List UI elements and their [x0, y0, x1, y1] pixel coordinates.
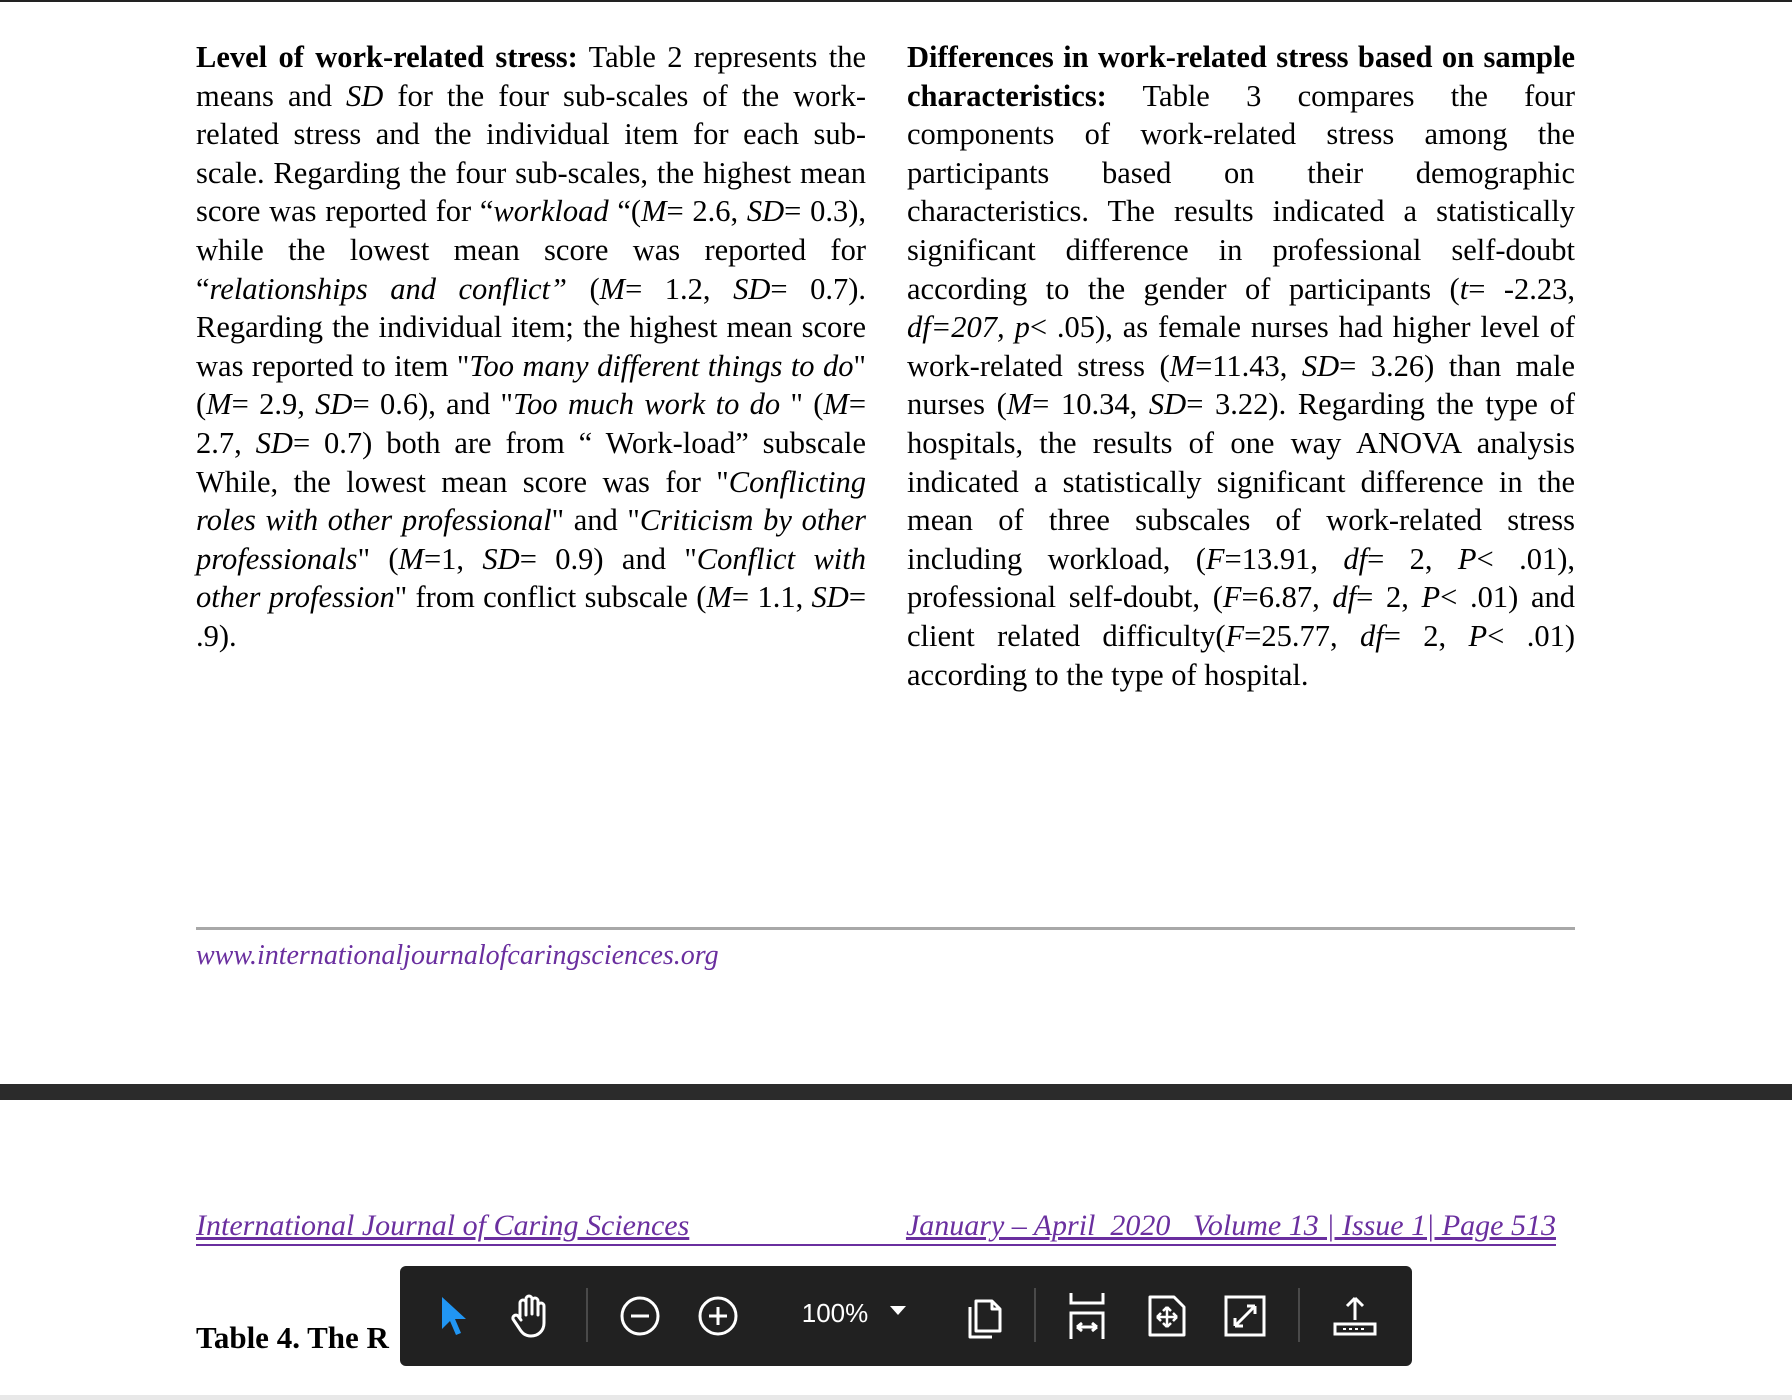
italic-text-run: SD — [1301, 348, 1340, 383]
right-column-paragraph — [907, 38, 1575, 694]
italic-text-run: Too many different things to do — [469, 348, 854, 383]
text-run: = 3.22). Regarding the type of hospitals, the results of one way ANOVA analysis indicated a statistically significant difference in the mean of three subscales of work-related stress including workload, ( — [907, 387, 1575, 576]
running-header — [196, 1206, 1556, 1246]
text-run: ( — [566, 271, 600, 306]
text-run: =6.87, — [1241, 580, 1333, 615]
footer-divider — [196, 927, 1575, 930]
toolbar-separator — [586, 1288, 588, 1342]
text-run: < .05), as female nurses had higher level of work-related stress ( — [907, 310, 1575, 383]
text-run: = 0.7) both are from “ Work-load” subscale While, the lowest mean score was for " — [196, 425, 866, 499]
italic-text-run: SD — [811, 580, 849, 615]
italic-text-run: F — [1225, 618, 1245, 653]
hand-pan-icon[interactable] — [505, 1291, 555, 1341]
italic-text-run: df — [1332, 580, 1357, 615]
text-run: for the four sub-scales of the work-related stress and the individual item for each sub-scale. Regarding the four sub-scales, the highest mean score was reported for “ — [196, 78, 866, 229]
text-run: = 2.9, — [231, 387, 316, 422]
text-run: = -2.23, — [1468, 271, 1576, 306]
text-run: < .01), professional self-doubt, ( — [907, 541, 1575, 615]
right-column-body — [907, 79, 1575, 692]
italic-text-run: P — [1457, 541, 1477, 576]
italic-text-run: M — [706, 580, 732, 615]
zoom-in-icon[interactable] — [693, 1291, 743, 1341]
text-run: = 1.1, — [731, 580, 812, 615]
text-run: = 2.6, — [666, 194, 747, 229]
italic-text-run: SD — [1148, 387, 1187, 422]
italic-text-run: M — [1006, 387, 1033, 422]
page-break — [0, 1084, 1792, 1100]
journal-name[interactable]: International Journal of Caring Sciences — [196, 1209, 690, 1242]
text-run: =1, — [423, 541, 483, 576]
text-run: = .9). — [196, 580, 867, 653]
italic-text-run: SD — [733, 271, 771, 306]
text-run: = 2, — [1383, 618, 1469, 653]
text-run: = 0.3), while the lowest mean score was reported for “ — [196, 194, 867, 306]
italic-text-run: Conflict with other profession — [196, 541, 866, 615]
text-run: = 2, — [1367, 541, 1458, 576]
table-caption: Table 4. The R — [196, 1320, 389, 1355]
italic-text-run: workload — [493, 194, 609, 229]
toolbar-separator — [1298, 1288, 1300, 1342]
text-run: = 0.6), and " — [352, 387, 513, 422]
text-run: = 2.7, — [196, 387, 867, 460]
italic-text-run: Too much work to do — [512, 387, 781, 422]
text-run: =13.91, — [1224, 541, 1344, 576]
toolbar-separator — [1034, 1288, 1036, 1342]
left-column-paragraph — [196, 38, 866, 656]
chevron-down-icon[interactable] — [890, 1306, 906, 1315]
text-run: " ( — [196, 348, 866, 422]
text-run: " from conflict subscale ( — [394, 580, 707, 615]
text-run: =11.43, — [1195, 348, 1302, 383]
text-run: " ( — [357, 541, 399, 576]
journal-url[interactable]: www.internationaljournalofcaringsciences.org — [196, 940, 719, 971]
left-column-heading: Level of work-related stress: — [196, 40, 578, 74]
zoom-level[interactable]: 100% — [801, 1298, 869, 1328]
text-run: " ( — [780, 387, 824, 422]
italic-text-run: P — [1468, 618, 1488, 653]
italic-text-run: Criticism by other professionals — [196, 503, 866, 576]
share-upload-icon[interactable] — [1330, 1291, 1380, 1341]
text-run: = 0.9) and " — [519, 541, 697, 576]
italic-text-run: Conflicting roles with other professional — [196, 464, 866, 538]
italic-text-run: M — [398, 541, 424, 576]
text-run: " and " — [551, 503, 640, 538]
text-run: “( — [608, 194, 642, 229]
italic-text-run: M — [641, 194, 667, 229]
viewer-bottom-edge — [0, 1395, 1792, 1400]
issue-info[interactable]: January – April 2020 Volume 13 | Issue 1| Page 513 — [905, 1209, 1556, 1242]
italic-text-run: SD — [346, 78, 384, 113]
zoom-out-icon[interactable] — [615, 1291, 665, 1341]
text-run: Table 2 represents the means and — [196, 40, 866, 113]
text-run: = 10.34, — [1032, 387, 1149, 422]
italic-text-run: SD — [746, 194, 785, 229]
text-run: = 1.2, — [625, 271, 734, 306]
left-column-body — [196, 40, 866, 653]
text-run: < .01) and client related difficulty( — [907, 580, 1576, 653]
text-run: Table 3 compares the four components of work-related stress among the participants based on their demographic characteristics. The results indicated a statistically significant difference in professional self-doubt according to the gender of participants ( — [907, 78, 1575, 306]
italic-text-run: SD — [255, 425, 293, 460]
italic-text-run: M — [1169, 348, 1196, 383]
fit-width-icon[interactable] — [1062, 1291, 1112, 1341]
italic-text-run: SD — [315, 387, 353, 422]
fit-page-icon[interactable] — [1142, 1291, 1192, 1341]
text-run: = 0.7). Regarding the individual item; the highest mean score was reported to item " — [196, 271, 866, 383]
italic-text-run: M — [823, 387, 849, 422]
page-top-border — [0, 0, 1792, 2]
italic-text-run: SD — [482, 541, 520, 576]
italic-text-run: df=207, p — [907, 310, 1030, 345]
italic-text-run: M — [599, 271, 626, 306]
italic-text-run: relationships and conflict” — [209, 271, 567, 306]
italic-text-run: F — [1205, 541, 1225, 576]
italic-text-run: M — [206, 387, 232, 422]
viewer-toolbar — [400, 1266, 1412, 1366]
italic-text-run: F — [1222, 580, 1242, 615]
right-column-heading: Differences in work-related stress based on sample characteristics: — [907, 40, 1575, 113]
text-run: = 2, — [1356, 580, 1422, 615]
italic-text-run: P — [1421, 580, 1441, 615]
text-run: = 3.26) than male nurses ( — [907, 348, 1575, 422]
text-run: =25.77, — [1244, 618, 1360, 653]
italic-text-run: df — [1359, 618, 1384, 653]
select-arrow-icon[interactable] — [430, 1291, 480, 1341]
fullscreen-icon[interactable] — [1220, 1291, 1270, 1341]
text-run: < .01) according to the type of hospital. — [907, 618, 1575, 692]
italic-text-run: df — [1343, 541, 1368, 576]
copy-pages-icon[interactable] — [958, 1291, 1008, 1341]
italic-text-run: t — [1459, 271, 1469, 306]
